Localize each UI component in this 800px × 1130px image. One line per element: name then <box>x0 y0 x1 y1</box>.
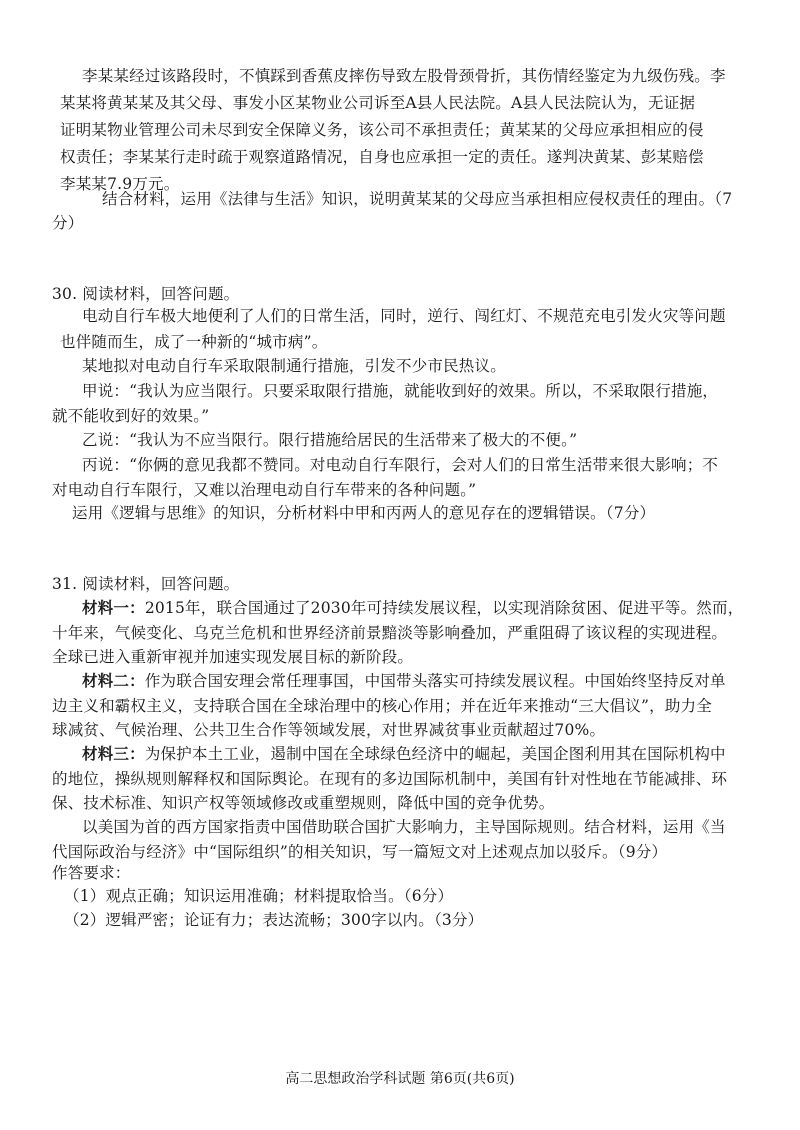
q31-material1-line-1: 材料一：2015年，联合国通过了2030年可持续发展议程，以实现消除贫困、促进平等。然而， <box>82 598 744 617</box>
q31-requirements-heading: 作答要求： <box>52 864 131 882</box>
q30-task: 运用《逻辑与思维》的知识，分析材料中甲和丙两人的意见存在的逻辑错误。（7分） <box>72 504 656 522</box>
q31-heading: 31. 阅读材料，回答问题。 <box>52 575 240 593</box>
q31-material3-line-1: 材料三：为保护本土工业，遏制中国在全球绿色经济中的崛起，美国企图利用其在国际机构中 <box>82 744 726 763</box>
q30-line-2: 也伴随而生，成了一种新的“城市病”。 <box>60 333 328 351</box>
q30-line-4: 甲说：“我认为应当限行。只要采取限行措施，就能收到好的效果。所以，不采取限行措施， <box>82 382 719 400</box>
q30-heading: 30. 阅读材料，回答问题。 <box>52 285 240 303</box>
q31-material1-line-3: 全球已进入重新审视并加速实现发展目标的新阶段。 <box>52 648 414 666</box>
q31-material3-line-2: 的地位，操纵规则解释权和国际舆论。在现有的多边国际机制中，美国有针对性地在节能减排、环 <box>52 770 728 788</box>
q31-requirement-1: （1）观点正确；知识运用准确；材料提取恰当。（6分） <box>64 887 454 905</box>
q31-requirement-2: （2）逻辑严密；论证有力；表达流畅；300字以内。（3分） <box>64 911 484 929</box>
q31-material2-line-1: 材料二：作为联合国安理会常任理事国，中国带头落实可持续发展议程。中国始终坚持反对单 <box>82 671 726 690</box>
q31-material3-line-3: 保、技术标准、知识产权等领域修改或重塑规则，降低中国的竞争优势。 <box>52 794 555 812</box>
q31-material1-line-2: 十年来，气候变化、乌克兰危机和世界经济前景黯淡等影响叠加，严重阻碍了该议程的实现进程。 <box>52 624 728 642</box>
q29-material-line-1: 李某某经过该路段时，不慎踩到香蕉皮摔伤导致左股骨颈骨折，其伤情经鉴定为九级伤残。李 <box>82 67 726 85</box>
q30-line-5: 就不能收到好的效果。” <box>52 407 210 425</box>
material3-label: 材料三： <box>82 744 145 763</box>
q31-task-line-1: 以美国为首的西方国家指责中国借助联合国扩大影响力，主导国际规则。结合材料，运用《当 <box>82 818 726 836</box>
q31-material2-line-2: 边主义和霸权主义，支持联合国在全球治理中的核心作用；并在近年来推动“三大倡议”，助力全 <box>52 697 712 715</box>
page-footer: 高二思想政治学科试题 第6页(共6页) <box>285 1071 515 1087</box>
q30-line-8: 对电动自行车限行，又难以治理电动自行车带来的各种问题。” <box>52 481 477 499</box>
q29-material-line-5: 李某某7.9万元。 <box>60 175 180 193</box>
q30-line-1: 电动自行车极大地便利了人们的日常生活，同时，逆行、闯红灯、不规范充电引发火灾等问题 <box>82 307 726 325</box>
q30-line-3: 某地拟对电动自行车采取限制通行措施，引发不少市民热议。 <box>82 357 506 375</box>
q31-task-line-2: 代国际政治与经济》中“国际组织”的相关知识，写一篇短文对上述观点加以驳斥。（9分） <box>52 843 668 861</box>
material2-label: 材料二： <box>82 671 145 690</box>
q31-material2-line-3: 球减贫、气候治理、公共卫生合作等领域发展，对世界减贫事业贡献超过70%。 <box>52 721 606 739</box>
q29-task-line-1: 结合材料，运用《法律与生活》知识，说明黄某某的父母应当承担相应侵权责任的理由。（7 <box>102 190 733 208</box>
q29-material-line-2: 某某将黄某某及其父母、事发小区某物业公司诉至A县人民法院。A县人民法院认为，无证据 <box>60 94 696 112</box>
q29-material-line-3: 证明某物业管理公司未尽到安全保障义务，该公司不承担责任；黄某某的父母应承担相应的侵 <box>60 121 704 139</box>
q29-task-line-2: 分） <box>52 214 84 232</box>
q29-material-line-4: 权责任；李某某行走时疏于观察道路情况，自身也应承担一定的责任。遂判决黄某、彭某赔偿 <box>60 148 704 166</box>
material1-label: 材料一： <box>82 598 145 617</box>
q30-line-6: 乙说：“我认为不应当限行。限行措施给居民的生活带来了极大的不便。” <box>82 431 578 449</box>
q30-line-7: 丙说：“你俩的意见我都不赞同。对电动自行车限行，会对人们的日常生活带来很大影响；不 <box>82 456 719 474</box>
